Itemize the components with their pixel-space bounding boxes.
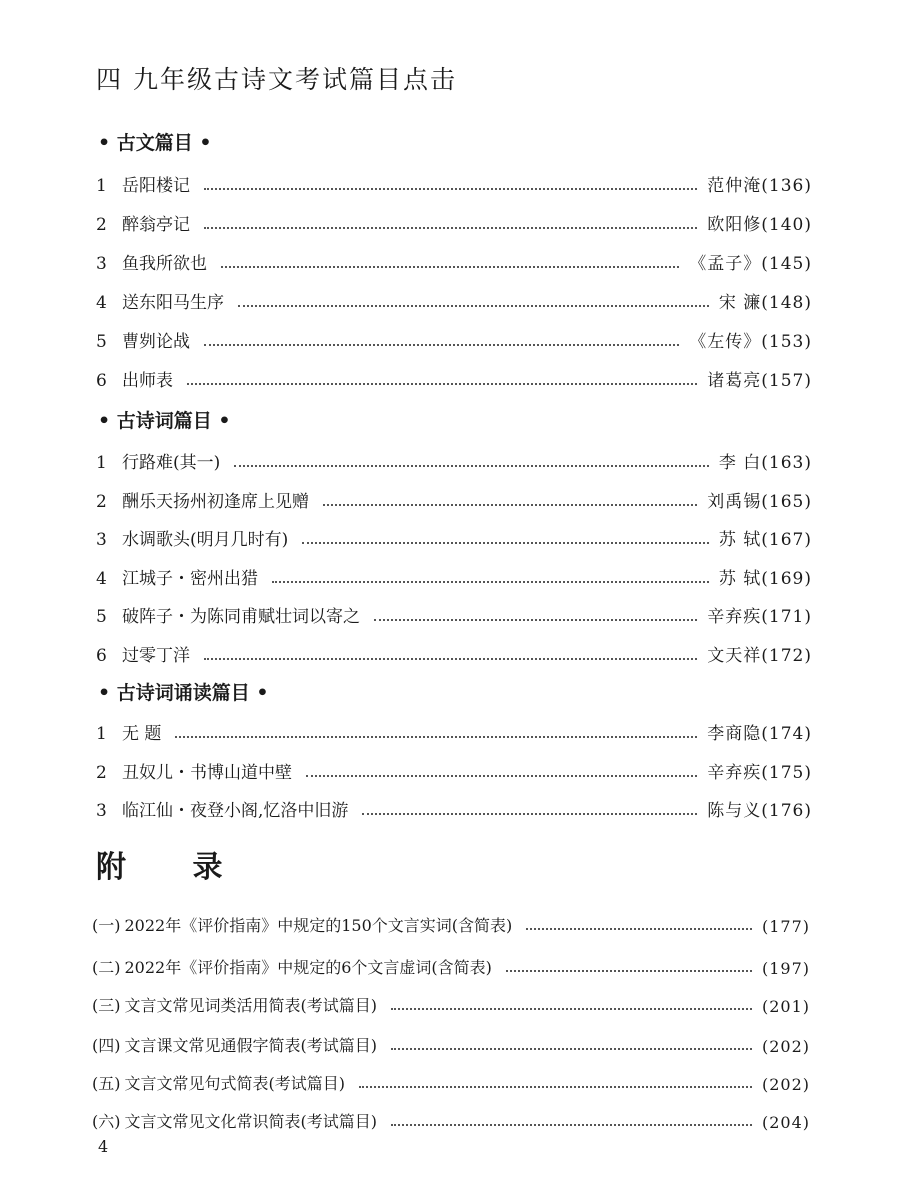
entry-number: 6: [96, 646, 107, 666]
toc-entry[interactable]: [96, 599, 812, 627]
dot-leader: [204, 188, 697, 190]
appendix-entry[interactable]: [92, 1066, 810, 1094]
entry-title: 行路难(其一): [122, 453, 221, 473]
entry-author-page: 辛弃疾(171): [707, 607, 812, 627]
entry-number: 3: [96, 801, 107, 821]
dot-leader: [175, 736, 697, 738]
entry-title: 岳阳楼记: [122, 176, 190, 196]
entry-author-page: 刘禹锡(165): [707, 492, 812, 512]
entry-author-page: 陈与义(176): [707, 801, 812, 821]
toc-entry[interactable]: [96, 561, 812, 589]
toc-entry[interactable]: [96, 324, 812, 352]
appendix-number: (四): [92, 1036, 121, 1055]
entry-number: 1: [96, 453, 107, 473]
entry-number: 3: [96, 530, 107, 550]
toc-entry[interactable]: [96, 445, 812, 473]
appendix-title-text: 2022年《评价指南》中规定的150个文言实词(含简表): [124, 916, 513, 935]
entry-number: 3: [96, 254, 107, 274]
toc-entry[interactable]: [96, 638, 812, 666]
dot-leader: [359, 1086, 752, 1088]
entry-author-page: 欧阳修(140): [707, 215, 812, 235]
entry-title: 曹刿论战: [122, 332, 190, 352]
dot-leader: [391, 1048, 752, 1050]
entry-author-page: 《孟子》(145): [689, 254, 812, 274]
appendix-number: (五): [92, 1074, 121, 1093]
entry-author-page: 苏 轼(169): [718, 569, 812, 589]
dot-leader: [272, 581, 709, 583]
entry-title: 醉翁亭记: [122, 215, 190, 235]
entry-number: 4: [96, 569, 107, 589]
dot-leader: [204, 658, 697, 660]
page-number: 4: [98, 1137, 109, 1156]
appendix-title-text: 文言文常见句式简表(考试篇目): [124, 1074, 345, 1093]
dot-leader: [526, 928, 752, 930]
toc-entry[interactable]: [96, 285, 812, 313]
appendix-number: (六): [92, 1112, 121, 1131]
entry-author-page: 辛弃疾(175): [707, 763, 812, 783]
dot-leader: [204, 344, 679, 346]
appendix-entry[interactable]: [92, 1028, 810, 1056]
entry-number: 4: [96, 293, 107, 313]
appendix-number: (二): [92, 958, 121, 977]
entry-number: 2: [96, 492, 107, 512]
dot-leader: [238, 305, 709, 307]
entry-title: 出师表: [122, 371, 173, 391]
entry-number: 6: [96, 371, 107, 391]
entry-title: 过零丁洋: [122, 646, 190, 666]
dot-leader: [374, 619, 697, 621]
appendix-page: (201): [761, 997, 810, 1016]
group-heading-poetry: • 古诗词篇目 •: [98, 410, 231, 432]
entry-title: 送东阳马生序: [122, 293, 224, 313]
toc-entry[interactable]: [96, 484, 812, 512]
entry-number: 1: [96, 176, 107, 196]
appendix-title-text: 2022年《评价指南》中规定的6个文言虚词(含简表): [124, 958, 492, 977]
toc-entry[interactable]: [96, 168, 812, 196]
appendix-page: (177): [761, 917, 810, 936]
appendix-page: (202): [761, 1037, 810, 1056]
dot-leader: [234, 465, 709, 467]
appendix-number: (一): [92, 916, 121, 935]
dot-leader: [362, 813, 697, 815]
toc-entry[interactable]: [96, 755, 812, 783]
toc-entry[interactable]: [96, 793, 812, 821]
appendix-page: (197): [761, 959, 810, 978]
group-heading-prose: • 古文篇目 •: [98, 132, 212, 154]
dot-leader: [391, 1008, 752, 1010]
appendix-title-text: 文言文常见文化常识简表(考试篇目): [124, 1112, 377, 1131]
appendix-entry[interactable]: [92, 908, 810, 936]
entry-author-page: 苏 轼(167): [718, 530, 812, 550]
entry-title: 酬乐天扬州初逢席上见赠: [122, 492, 309, 512]
entry-title: 江城子・密州出猎: [122, 569, 258, 589]
appendix-entry[interactable]: [92, 988, 810, 1016]
entry-title: 无 题: [122, 724, 162, 744]
entry-title: 鱼我所欲也: [122, 254, 207, 274]
entry-title: 临江仙・夜登小阁,忆洛中旧游: [122, 801, 349, 821]
entry-number: 1: [96, 724, 107, 744]
dot-leader: [306, 775, 697, 777]
appendix-title-text: 文言课文常见通假字简表(考试篇目): [124, 1036, 377, 1055]
dot-leader: [391, 1124, 752, 1126]
entry-author-page: 范仲淹(136): [707, 176, 812, 196]
dot-leader: [221, 266, 679, 268]
dot-leader: [204, 227, 697, 229]
appendix-title-text: 文言文常见词类活用简表(考试篇目): [124, 996, 377, 1015]
entry-number: 5: [96, 607, 107, 627]
section-four-title: 四 九年级古诗文考试篇目点击: [96, 65, 457, 94]
entry-title: 破阵子・为陈同甫赋壮词以寄之: [122, 607, 360, 627]
dot-leader: [506, 970, 752, 972]
entry-title: 丑奴儿・书博山道中壁: [122, 763, 292, 783]
appendix-page: (202): [761, 1075, 810, 1094]
toc-entry[interactable]: [96, 716, 812, 744]
appendix-entry[interactable]: [92, 1104, 810, 1132]
entry-number: 2: [96, 215, 107, 235]
toc-entry[interactable]: [96, 522, 812, 550]
entry-title: 水调歌头(明月几时有): [122, 530, 289, 550]
dot-leader: [323, 504, 697, 506]
entry-author-page: 宋 濂(148): [718, 293, 812, 313]
entry-number: 5: [96, 332, 107, 352]
entry-author-page: 文天祥(172): [707, 646, 812, 666]
entry-number: 2: [96, 763, 107, 783]
entry-author-page: 《左传》(153): [689, 332, 812, 352]
dot-leader: [187, 383, 697, 385]
toc-entry[interactable]: [96, 363, 812, 391]
entry-author-page: 诸葛亮(157): [707, 371, 812, 391]
dot-leader: [302, 542, 709, 544]
appendix-number: (三): [92, 996, 121, 1015]
entry-author-page: 李商隐(174): [707, 724, 812, 744]
appendix-entry[interactable]: [92, 950, 810, 978]
entry-author-page: 李 白(163): [718, 453, 812, 473]
appendix-page: (204): [761, 1113, 810, 1132]
group-heading-recitation: • 古诗词诵读篇目 •: [98, 682, 269, 704]
appendix-title: 附 录: [96, 850, 251, 885]
toc-entry[interactable]: [96, 207, 812, 235]
toc-entry[interactable]: [96, 246, 812, 274]
